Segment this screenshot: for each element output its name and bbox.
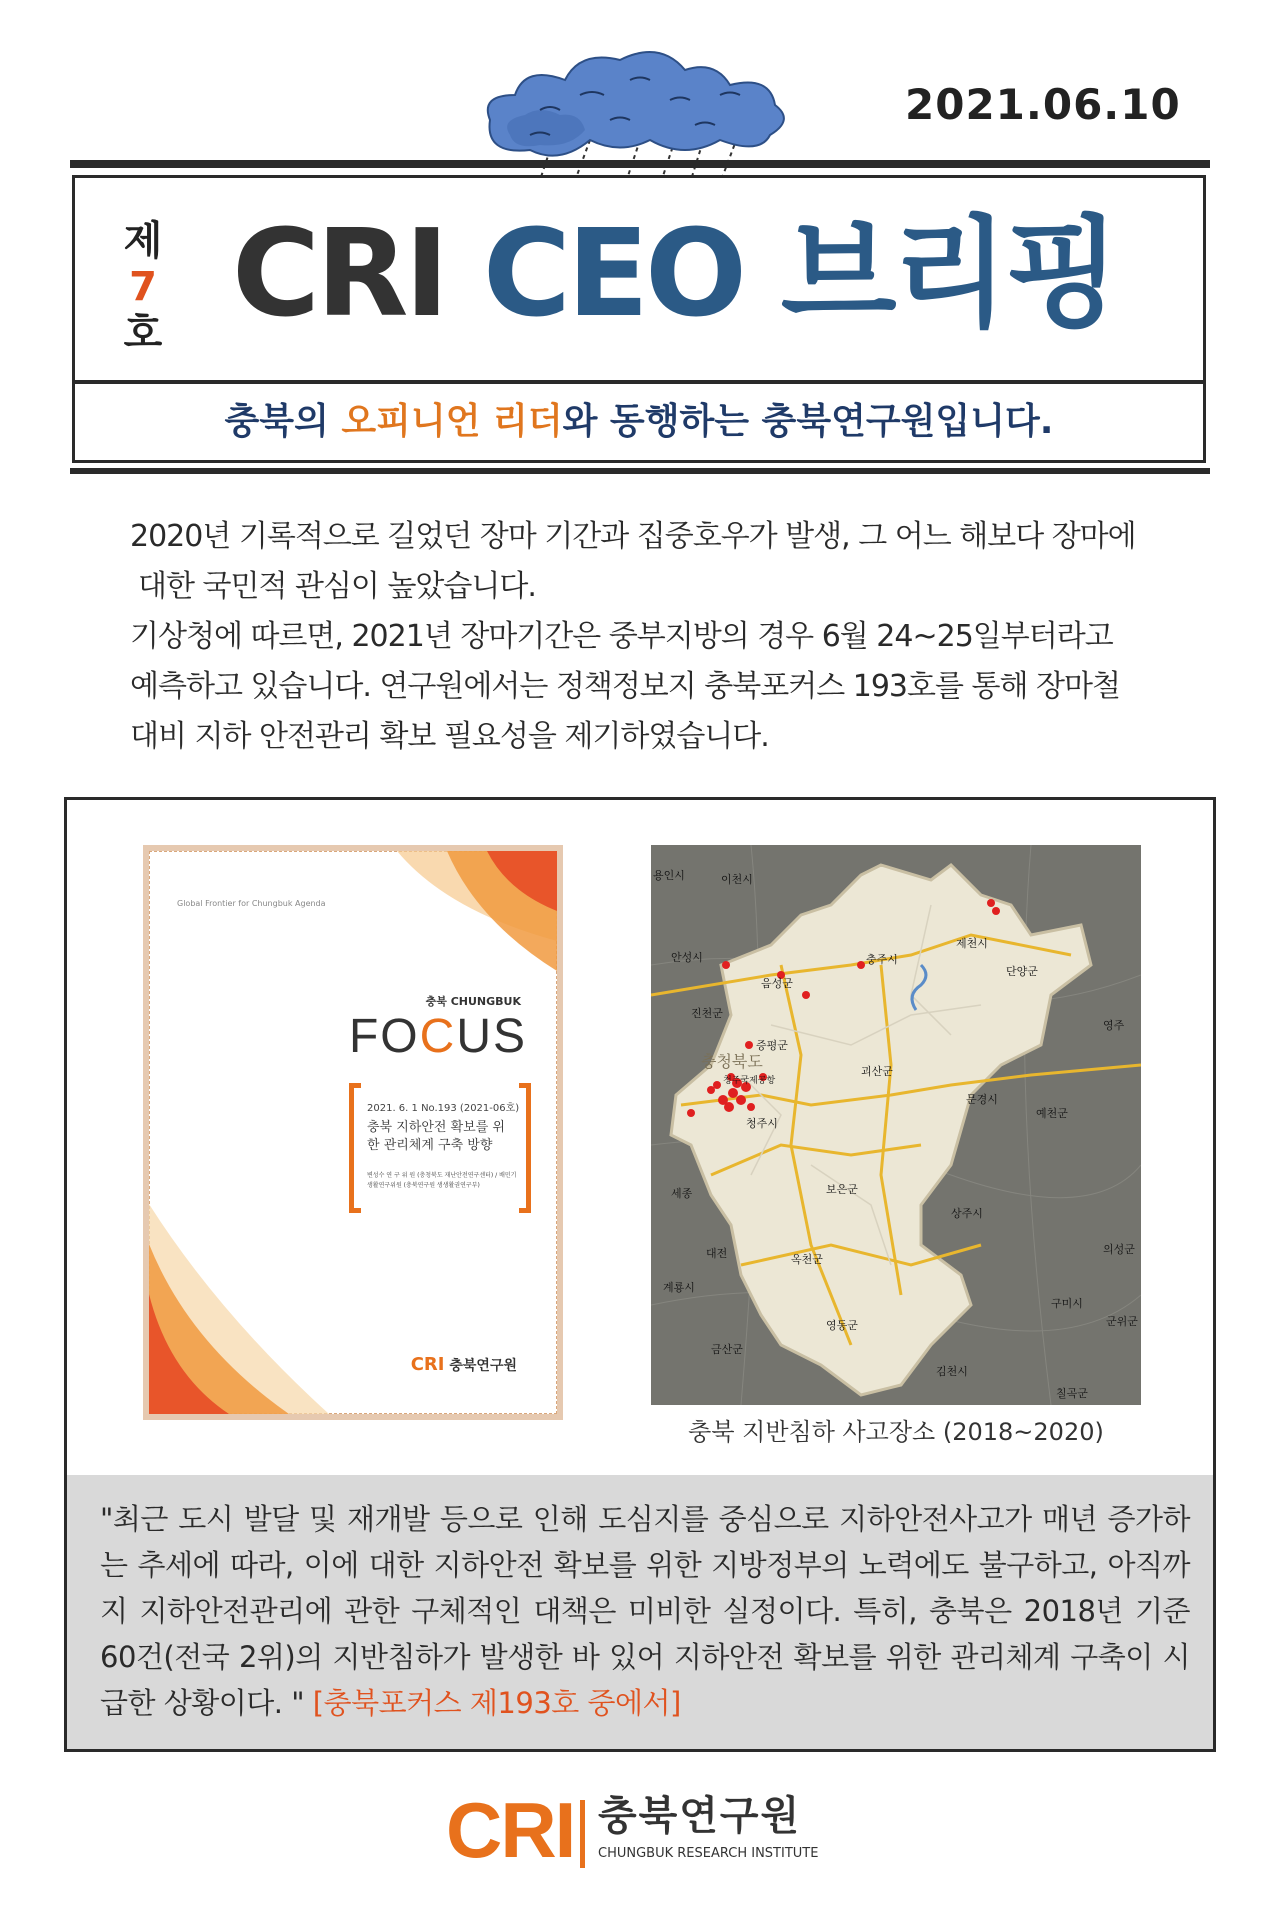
org-name-korean: 충북연구원: [598, 1793, 802, 1839]
map-label: 세종: [671, 1187, 693, 1200]
cover-publisher-mark: CRI: [410, 1354, 445, 1375]
map-label: 제천시: [956, 937, 988, 950]
map-label: 충주시: [866, 953, 898, 966]
map-label: 단양군: [1006, 965, 1038, 978]
issue-number: [118, 218, 168, 356]
bracket-left: [349, 1083, 361, 1213]
cover-authors: 변성수 연 구 위 원 (충청북도 재난안전연구센터) / 배민기 생활연구위원 (충북연구원 생생활권연구부): [367, 1172, 517, 1189]
intro-line: 예측하고 있습니다. 연구원에서는 정책정보지 충북포커스 193호를 통해 장마철: [130, 669, 1120, 704]
issue-number-value: 7: [129, 264, 157, 310]
map-label: 보은군: [826, 1183, 858, 1196]
map-label: 의성군: [1103, 1243, 1135, 1256]
cover-tagline: Global Frontier for Chungbuk Agenda: [177, 899, 326, 908]
quote-source: [충북포커스 제193호 중에서]: [312, 1686, 681, 1720]
map-label: 영주: [1103, 1019, 1125, 1032]
map-graphic: [651, 845, 1141, 1405]
bracket-right: [519, 1083, 531, 1213]
map-label: 충청북도: [701, 1052, 763, 1071]
main-title: [232, 205, 1117, 344]
subtitle-part2: 와 동행하는 충북연구원입니다.: [562, 401, 1054, 442]
map-label: 진천군: [691, 1007, 723, 1020]
map-label: 칠곡군: [1056, 1387, 1088, 1400]
intro-line: 대한 국민적 관심이 높았습니다.: [138, 569, 536, 604]
map-label: 대전: [706, 1247, 728, 1260]
map-label: 옥천군: [791, 1253, 823, 1266]
subtitle-highlight: 오피니언 리더: [341, 401, 563, 442]
cover-title: 충북 지하안전 확보를 위한 관리체계 구축 방향: [367, 1120, 505, 1153]
map-label: 김천시: [936, 1365, 968, 1378]
org-name-english: CHUNGBUK RESEARCH INSTITUTE: [598, 1846, 819, 1861]
cover-focus-logo: [149, 1009, 527, 1064]
subtitle-part1: 충북의: [224, 401, 342, 442]
header-bottom-rule: [70, 468, 1210, 474]
map-label: 구미시: [1051, 1297, 1083, 1310]
map-label: 영동군: [826, 1319, 858, 1332]
intro-line: 기상청에 따르면, 2021년 장마기간은 중부지방의 경우 6월 24~25일부터라고: [130, 619, 1113, 654]
focus-cover-image: [143, 845, 563, 1420]
focus-text-o: C: [419, 1010, 457, 1063]
title-cri: CRI: [232, 205, 483, 344]
map-label: 용인시: [653, 869, 685, 882]
map-label: 음성군: [761, 977, 793, 990]
intro-line: 2020년 기록적으로 길었던 장마 기간과 집중호우가 발생, 그 어느 해보다 장마에: [130, 519, 1136, 554]
map-label: 상주시: [951, 1207, 983, 1220]
publication-date: 2021.06.10: [905, 80, 1181, 129]
title-ceo: CEO: [482, 205, 743, 344]
cover-kicker: 충북 CHUNGBUK: [425, 995, 521, 1008]
intro-paragraph: [130, 512, 1190, 762]
cover-publisher-name: 충북연구원: [449, 1358, 517, 1374]
map-label: 문경시: [966, 1093, 998, 1106]
focus-text-a: FO: [348, 1010, 420, 1063]
cover-decoration-bottom: [149, 1204, 329, 1414]
logo-divider: [580, 1800, 585, 1868]
quote-text: "최근 도시 발달 및 재개발 등으로 인해 도심지를 중심으로 지하안전사고가 매년 증가하는 추세에 따라, 이에 대한 지하안전 확보를 위한 지방정부의 노력에도 불구하고, 아직까지 지하안전관리에 관한 구체적인 대책은 미비한 실정이다. 특히, 충북은 2018년 기준 60건(전국 2위)의 지반침하가 발생한 바 있어 지하안전 확보를 위한 관리체계 구축이 시급한 상황이다. ": [100, 1502, 1190, 1720]
map-label: 이천시: [721, 873, 753, 886]
cover-publisher: [411, 1354, 517, 1375]
issue-prefix: 제: [123, 218, 163, 264]
quote-block: [100, 1496, 1190, 1726]
cri-logo-mark: CRI: [446, 1786, 575, 1874]
header-top-rule: [70, 160, 1210, 168]
map-label: 증평군: [756, 1039, 788, 1052]
map-label: 안성시: [671, 951, 703, 964]
intro-line: 대비 지하 안전관리 확보 필요성을 제기하였습니다.: [130, 719, 769, 754]
focus-text-b: US: [456, 1010, 527, 1063]
subtitle-box: [72, 381, 1206, 463]
map-label: 청주시: [746, 1117, 778, 1130]
sinkhole-map: [651, 845, 1141, 1405]
map-label: 군위군: [1106, 1315, 1138, 1328]
issue-suffix: 호: [123, 310, 163, 356]
map-label: 괴산군: [861, 1065, 893, 1078]
map-label: 청주국제공항: [723, 1076, 776, 1086]
cover-meta: 2021. 6. 1 No.193 (2021-06호): [367, 1103, 520, 1114]
cover-title-box: [349, 1083, 531, 1215]
cover-decoration-top: [357, 851, 557, 981]
map-label: 금산군: [711, 1343, 743, 1356]
map-label: 계룡시: [663, 1281, 695, 1294]
title-briefing: 브리핑: [742, 205, 1117, 344]
map-label: 예천군: [1036, 1107, 1068, 1120]
map-caption: 충북 지반침하 사고장소 (2018~2020): [688, 1418, 1104, 1446]
